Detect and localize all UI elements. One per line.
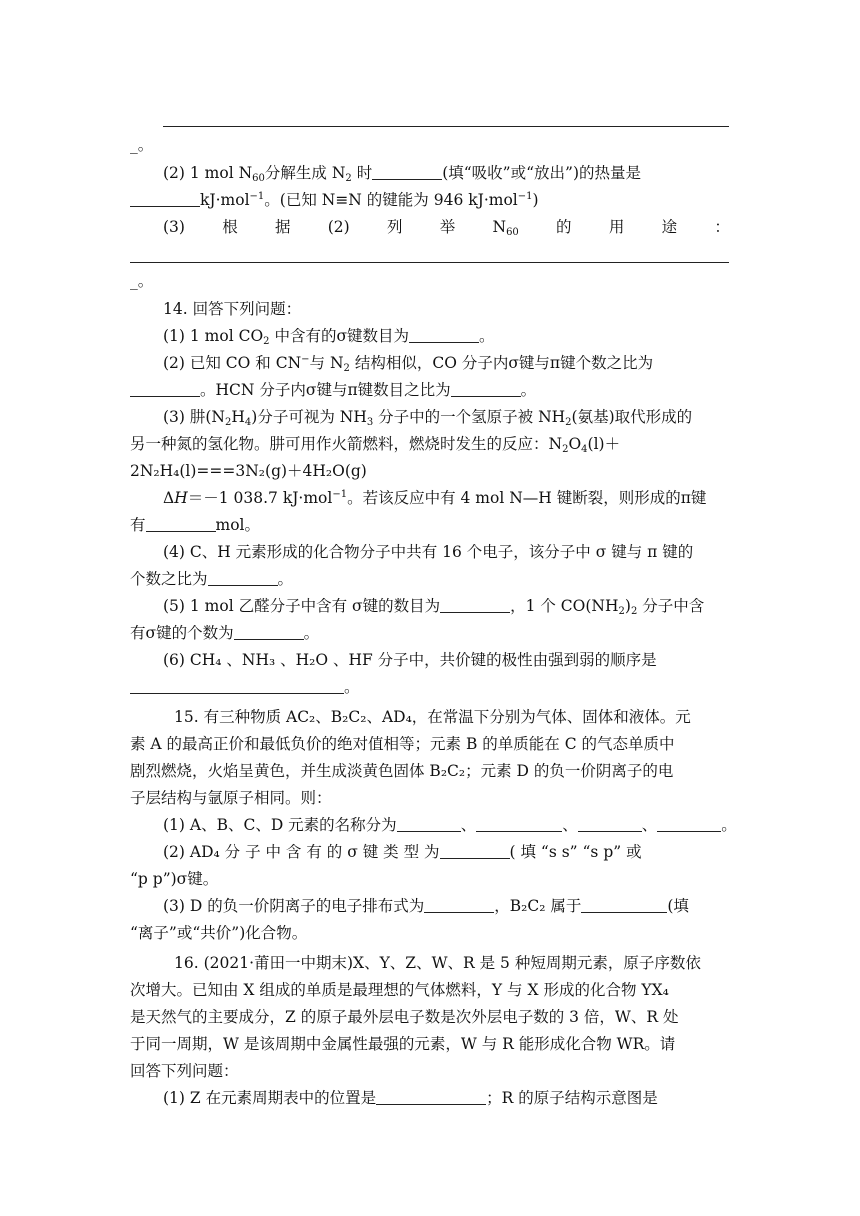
q16-line1: 16. (2021·莆田一中期末)X、Y、Z、W、R 是 5 种短周期元素，原子序数依 <box>174 954 701 972</box>
q13-part2-line2: kJ·mol$^{-1}$。(已知 N≡N 的键能为 946 kJ·mol$^{-1}$) <box>130 189 730 211</box>
q15-line4: 子层结构与氩原子相同。则： <box>130 789 332 807</box>
q15-part3-line1: (3) D 的负一价阴离子的电子排布式为 ，B₂C₂ 属于 (填 <box>163 897 689 915</box>
q14-part3-equation: 2N₂H₄(l)===3N₂(g)＋4H₂O(g) <box>130 462 367 480</box>
q13-part1-end: _。 <box>130 136 154 154</box>
q14-part4-line1: (4) C、H 元素形成的化合物分子中共有 16 个电子，该分子中 σ 键与 π 键的 <box>163 543 694 561</box>
q14-part6-line2: 。 <box>130 676 730 698</box>
q15-line2: 素 A 的最高正价和最低负价的绝对值相等；元素 B 的单质能在 C 的气态单质中 <box>130 735 675 753</box>
q14-part3-line2: 另一种氮的氢化物。肼可用作火箭燃料，燃烧时发生的反应：$N_2O_4(l)+$ <box>130 435 621 455</box>
q14-title: 14. 回答下列问题： <box>163 300 302 318</box>
answer-line <box>163 126 729 127</box>
q14-part1: (1) 1 mol $CO_2$ 中含有的σ键数目为 。 <box>163 327 495 347</box>
q13-part3-end: _。 <box>130 272 154 290</box>
q14-part4-line2: 个数之比为 。 <box>130 570 294 588</box>
answer-blank[interactable] <box>146 515 216 532</box>
answer-blank[interactable] <box>372 163 442 180</box>
q15-line3: 剧烈燃烧，火焰呈黄色，并生成淡黄色固体 B₂C₂；元素 D 的负一价阴离子的电 <box>130 762 674 780</box>
q14-part6-line1: (6) CH₄ 、NH₃ 、H₂O 、HF 分子中，共价键的极性由强到弱的顺序是 <box>163 651 657 669</box>
q14-part3-line4: ΔH＝－1 038.7 kJ·mol$^{-1}$。若该反应中有 4 mol N—H 键断裂，则形成的π键 <box>163 489 707 507</box>
answer-blank[interactable] <box>440 842 510 859</box>
answer-blank[interactable] <box>657 815 721 832</box>
q14-part3-line1: (3) 肼$(N_2H_4)$分子可视为 $NH_3$ 分子中的一个氢原子被 $NH_2$(氨基)取代形成的 <box>163 408 693 428</box>
q14-part5-line1: (5) 1 mol 乙醛分子中含有 σ键的数目为 ，1 个 $CO(NH_2)_2$ 分子中含 <box>163 597 705 617</box>
q15-part1: (1) A、B、C、D 元素的名称分为 、 、 、 。 <box>163 816 737 834</box>
answer-blank[interactable] <box>234 623 304 640</box>
answer-blank[interactable] <box>208 569 278 586</box>
q14-part2-line1: (2) 已知 CO 和 CN−与 $N_2$ 结构相似，CO 分子内σ键与π键个数之比为 <box>163 354 654 374</box>
q15-part2-line1: (2) AD₄ 分 子 中 含 有 的 σ 键 类 型 为 ( 填 “s s” “s p” 或 <box>163 843 642 861</box>
q14-part2-line2: 。HCN 分子内σ键与π键数目之比为 。 <box>130 379 730 401</box>
answer-blank[interactable] <box>130 380 200 397</box>
answer-blank[interactable] <box>451 380 521 397</box>
q16-line4: 于同一周期，W 是该周期中金属性最强的元素，W 与 R 能形成化合物 WR。请 <box>130 1035 676 1053</box>
answer-blank[interactable] <box>130 190 200 207</box>
q16-line5: 回答下列问题： <box>130 1062 239 1080</box>
answer-blank[interactable] <box>581 896 667 913</box>
q16-line2: 次增大。已知由 X 组成的单质是最理想的气体燃料，Y 与 X 形成的化合物 YX₄ <box>130 981 669 999</box>
answer-blank[interactable] <box>476 815 562 832</box>
answer-blank[interactable] <box>578 815 642 832</box>
q15-part2-line2: “p p”)σ键。 <box>130 870 219 888</box>
q13-part3-line1: (3) 根 据 (2) 列 举 $N_{60}$ 的 用 途 ： <box>163 218 730 238</box>
answer-blank[interactable] <box>397 815 461 832</box>
answer-blank[interactable] <box>376 1088 486 1105</box>
q14-part5-line2: 有σ键的个数为 。 <box>130 624 320 642</box>
answer-blank[interactable] <box>130 677 344 694</box>
answer-line <box>130 262 729 263</box>
q15-line1: 15. 有三种物质 AC₂、B₂C₂、AD₄，在常温下分别为气体、固体和液体。元 <box>174 708 691 726</box>
q16-line3: 是天然气的主要成分，Z 的原子最外层电子数是次外层电子数的 3 倍，W、R 处 <box>130 1008 679 1026</box>
q14-part3-line5: 有 mol。 <box>130 516 261 534</box>
q13-part2-line1: (2) 1 mol $N_{60}$分解生成 $N_2$ 时 (填“吸收”或“放出”)的热量是 <box>163 164 641 184</box>
q15-part3-line2: “离子”或“共价”)化合物。 <box>130 924 308 942</box>
answer-blank[interactable] <box>409 326 479 343</box>
q16-part1: (1) Z 在元素周期表中的位置是 ；R 的原子结构示意图是 <box>163 1089 658 1107</box>
answer-blank[interactable] <box>424 896 494 913</box>
answer-blank[interactable] <box>440 596 510 613</box>
